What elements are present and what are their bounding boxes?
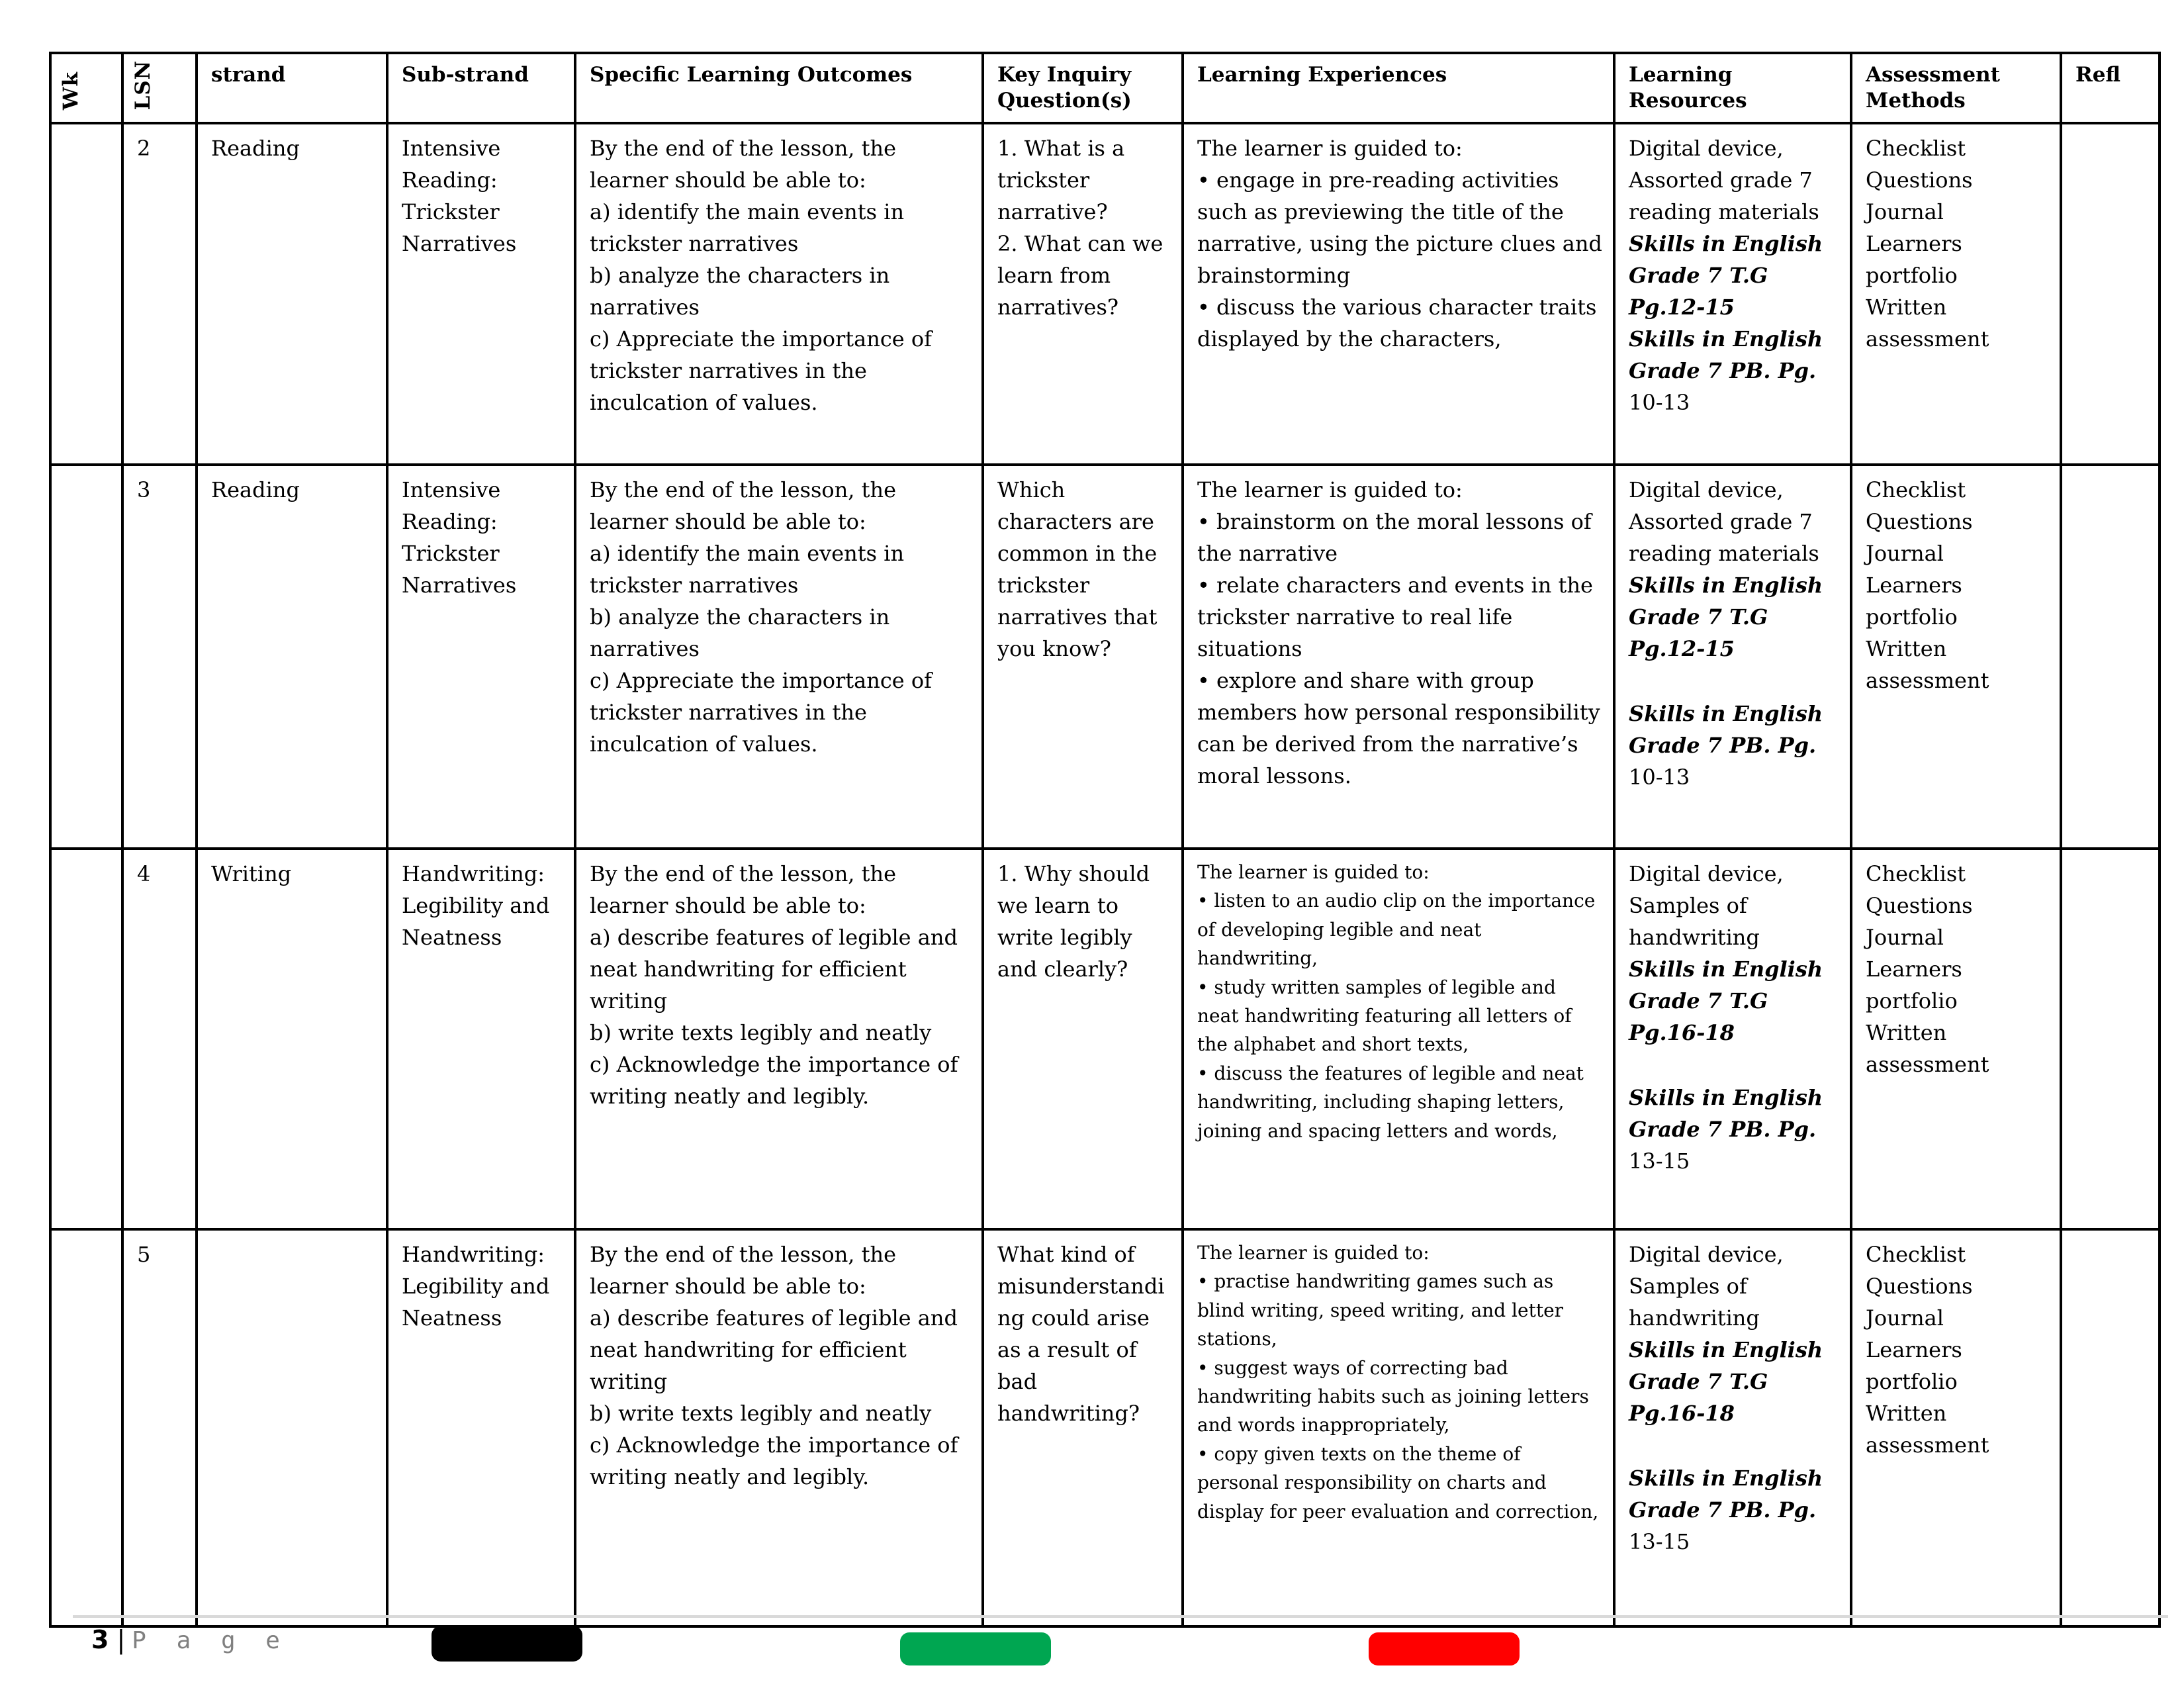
outcome-line: a) describe features of legible and neat handwriting for efficient writing: [590, 925, 958, 1013]
resource-book-title: Skills in English Grade 7 T.G Pg.12-15: [1629, 231, 1823, 320]
assessment-method: Learners portfolio: [1866, 1337, 1962, 1394]
cell-specific-learning-outcomes: [575, 123, 983, 465]
assessment-method: Journal: [1866, 199, 1944, 224]
page-footer: [91, 1627, 288, 1653]
resource-line: Digital device, Assorted grade 7 reading materials: [1629, 477, 1819, 566]
resource-line: Digital device, Samples of handwriting: [1629, 861, 1784, 950]
table-header-row: [50, 53, 2160, 123]
experience-line: The learner is guided to:: [1197, 477, 1463, 502]
cell-lsn: 5: [122, 1229, 197, 1626]
table-body: [50, 123, 2160, 1626]
inquiry-line: 1. Why should we learn to write legibly and clearly?: [997, 861, 1150, 982]
assessment-method: Questions: [1866, 1274, 1973, 1299]
experience-line: • relate characters and events in the trickster narrative to real life situations: [1197, 573, 1593, 661]
header-strand: strand: [197, 53, 387, 123]
cell-lsn: 2: [122, 123, 197, 465]
scheme-of-work-table: [49, 52, 2161, 1628]
cell-lsn: 3: [122, 465, 197, 849]
cell-refl: [2061, 1229, 2160, 1626]
assessment-method: Learners portfolio: [1866, 231, 1962, 288]
resource-spacer: [1629, 665, 1839, 698]
header-wk-label: Wk: [59, 71, 83, 111]
table-row: [50, 849, 2160, 1229]
assessment-method: Learners portfolio: [1866, 957, 1962, 1013]
outcome-line: a) describe features of legible and neat handwriting for efficient writing: [590, 1305, 958, 1394]
resource-line: Digital device, Samples of handwriting: [1629, 1242, 1784, 1331]
cell-wk: [50, 849, 122, 1229]
cell-assessment-methods: [1851, 465, 2061, 849]
header-specific-learning-outcomes: Specific Learning Outcomes: [575, 53, 983, 123]
footer-separator: |: [116, 1625, 126, 1654]
experience-line: • listen to an audio clip on the importance of developing legible and neat handwriting,: [1197, 890, 1596, 970]
assessment-method: Journal: [1866, 1305, 1944, 1331]
assessment-method: Questions: [1866, 167, 1973, 193]
outcome-line: By the end of the lesson, the learner should be able to:: [590, 861, 897, 918]
resource-line: 10-13: [1629, 765, 1690, 790]
header-learning-experiences: Learning Experiences: [1183, 53, 1614, 123]
assessment-method: Learners portfolio: [1866, 573, 1962, 630]
resource-book-title: Skills in English Grade 7 PB. Pg.: [1629, 1085, 1823, 1142]
outcome-line: b) write texts legibly and neatly: [590, 1020, 932, 1045]
assessment-method: Checklist: [1866, 1242, 1966, 1267]
redaction-pill-black: [432, 1626, 582, 1662]
table-row: [50, 1229, 2160, 1626]
cell-key-inquiry-questions: [983, 123, 1183, 465]
cell-sub-strand: Intensive Reading: Trickster Narratives: [387, 123, 575, 465]
header-refl: Refl: [2061, 53, 2160, 123]
cell-specific-learning-outcomes: [575, 465, 983, 849]
outcome-line: By the end of the lesson, the learner should be able to:: [590, 136, 897, 193]
outcome-line: a) identify the main events in trickster narratives: [590, 199, 905, 256]
outcome-line: By the end of the lesson, the learner should be able to:: [590, 1242, 897, 1299]
page-number: 3: [91, 1625, 109, 1654]
cell-strand: Reading: [197, 123, 387, 465]
cell-learning-resources: [1614, 1229, 1851, 1626]
resource-spacer: [1629, 1429, 1839, 1462]
cell-key-inquiry-questions: [983, 465, 1183, 849]
header-learning-resources: Learning Resources: [1614, 53, 1851, 123]
header-lsn: [122, 53, 197, 123]
header-lsn-label: LSN: [131, 60, 155, 111]
assessment-method: Written assessment: [1866, 295, 1989, 352]
resource-book-title: Skills in English Grade 7 T.G Pg.12-15: [1629, 573, 1823, 661]
experience-line: The learner is guided to:: [1197, 861, 1430, 883]
cell-assessment-methods: [1851, 123, 2061, 465]
experience-line: The learner is guided to:: [1197, 136, 1463, 161]
resource-book-title: Skills in English Grade 7 PB. Pg.: [1629, 326, 1823, 383]
cell-key-inquiry-questions: [983, 1229, 1183, 1626]
cell-assessment-methods: [1851, 1229, 2061, 1626]
cell-strand: [197, 1229, 387, 1626]
assessment-method: Questions: [1866, 509, 1973, 534]
cell-specific-learning-outcomes: [575, 1229, 983, 1626]
assessment-method: Written assessment: [1866, 1020, 1989, 1077]
outcome-line: By the end of the lesson, the learner should be able to:: [590, 477, 897, 534]
resource-line: Digital device, Assorted grade 7 reading materials: [1629, 136, 1819, 224]
assessment-method: Questions: [1866, 893, 1973, 918]
cell-sub-strand: Handwriting: Legibility and Neatness: [387, 1229, 575, 1626]
resource-spacer: [1629, 1049, 1839, 1082]
experience-line: • explore and share with group members how personal responsibility can be derived from the narrative’s moral lessons.: [1197, 668, 1600, 788]
assessment-method: Written assessment: [1866, 1401, 1989, 1458]
resource-line: 10-13: [1629, 390, 1690, 415]
cell-learning-resources: [1614, 465, 1851, 849]
footer-divider: [73, 1615, 2168, 1618]
experience-line: • study written samples of legible and neat handwriting featuring all letters of the alphabet and short texts,: [1197, 976, 1572, 1056]
experience-line: • copy given texts on the theme of personal responsibility on charts and display for peer evaluation and correction,: [1197, 1442, 1599, 1523]
cell-wk: [50, 123, 122, 465]
assessment-method: Checklist: [1866, 477, 1966, 502]
outcome-line: c) Acknowledge the importance of writing neatly and legibly.: [590, 1052, 958, 1109]
resource-book-title: Skills in English Grade 7 T.G Pg.16-18: [1629, 957, 1823, 1045]
resource-line: 13-15: [1629, 1529, 1690, 1554]
cell-sub-strand: Handwriting: Legibility and Neatness: [387, 849, 575, 1229]
cell-strand: Writing: [197, 849, 387, 1229]
cell-refl: [2061, 123, 2160, 465]
resource-book-title: Skills in English Grade 7 T.G Pg.16-18: [1629, 1337, 1823, 1426]
header-sub-strand: Sub-strand: [387, 53, 575, 123]
cell-wk: [50, 1229, 122, 1626]
header-assessment-methods: Assessment Methods: [1851, 53, 2061, 123]
outcome-line: c) Appreciate the importance of trickster narratives in the inculcation of values.: [590, 326, 932, 415]
experience-line: • suggest ways of correcting bad handwriting habits such as joining letters and words inappropriately,: [1197, 1356, 1589, 1436]
table-row: [50, 465, 2160, 849]
assessment-method: Written assessment: [1866, 636, 1989, 693]
cell-lsn: 4: [122, 849, 197, 1229]
outcome-line: b) write texts legibly and neatly: [590, 1401, 932, 1426]
outcome-line: c) Appreciate the importance of trickster narratives in the inculcation of values.: [590, 668, 932, 757]
cell-learning-experiences: [1183, 849, 1614, 1229]
header-wk: [50, 53, 122, 123]
cell-learning-experiences: [1183, 1229, 1614, 1626]
experience-line: • engage in pre-reading activities such as previewing the title of the narrative, using the picture clues and brainstorming: [1197, 167, 1602, 288]
outcome-line: a) identify the main events in trickster narratives: [590, 541, 905, 598]
experience-line: • discuss the features of legible and neat handwriting, including shaping letters, joining and spacing letters and words,: [1197, 1062, 1584, 1142]
cell-learning-experiences: [1183, 465, 1614, 849]
cell-assessment-methods: [1851, 849, 2061, 1229]
assessment-method: Checklist: [1866, 861, 1966, 886]
cell-refl: [2061, 465, 2160, 849]
resource-book-title: Skills in English Grade 7 PB. Pg.: [1629, 1466, 1823, 1523]
inquiry-line: Which characters are common in the trickster narratives that you know?: [997, 477, 1158, 661]
cell-sub-strand: Intensive Reading: Trickster Narratives: [387, 465, 575, 849]
experience-line: The learner is guided to:: [1197, 1242, 1430, 1264]
resource-line: 13-15: [1629, 1149, 1690, 1174]
cell-refl: [2061, 849, 2160, 1229]
cell-specific-learning-outcomes: [575, 849, 983, 1229]
redaction-pill-red: [1369, 1632, 1520, 1665]
table-row: [50, 123, 2160, 465]
page-label: P a g e: [132, 1627, 288, 1654]
outcome-line: c) Acknowledge the importance of writing neatly and legibly.: [590, 1432, 958, 1489]
cell-learning-resources: [1614, 849, 1851, 1229]
assessment-method: Journal: [1866, 541, 1944, 566]
experience-line: • discuss the various character traits displayed by the characters,: [1197, 295, 1597, 352]
resource-book-title: Skills in English Grade 7 PB. Pg.: [1629, 701, 1823, 758]
cell-wk: [50, 465, 122, 849]
inquiry-line: What kind of misunderstanding could arise as a result of bad handwriting?: [997, 1242, 1165, 1426]
outcome-line: b) analyze the characters in narratives: [590, 263, 890, 320]
inquiry-line: 2. What can we learn from narratives?: [997, 231, 1163, 320]
inquiry-line: 1. What is a trickster narrative?: [997, 136, 1125, 224]
cell-key-inquiry-questions: [983, 849, 1183, 1229]
cell-learning-resources: [1614, 123, 1851, 465]
outcome-line: b) analyze the characters in narratives: [590, 604, 890, 661]
cell-learning-experiences: [1183, 123, 1614, 465]
header-key-inquiry-questions: Key Inquiry Question(s): [983, 53, 1183, 123]
cell-strand: Reading: [197, 465, 387, 849]
redaction-pill-green: [900, 1632, 1051, 1665]
assessment-method: Checklist: [1866, 136, 1966, 161]
experience-line: • brainstorm on the moral lessons of the narrative: [1197, 509, 1592, 566]
assessment-method: Journal: [1866, 925, 1944, 950]
experience-line: • practise handwriting games such as blind writing, speed writing, and letter stations,: [1197, 1270, 1564, 1350]
